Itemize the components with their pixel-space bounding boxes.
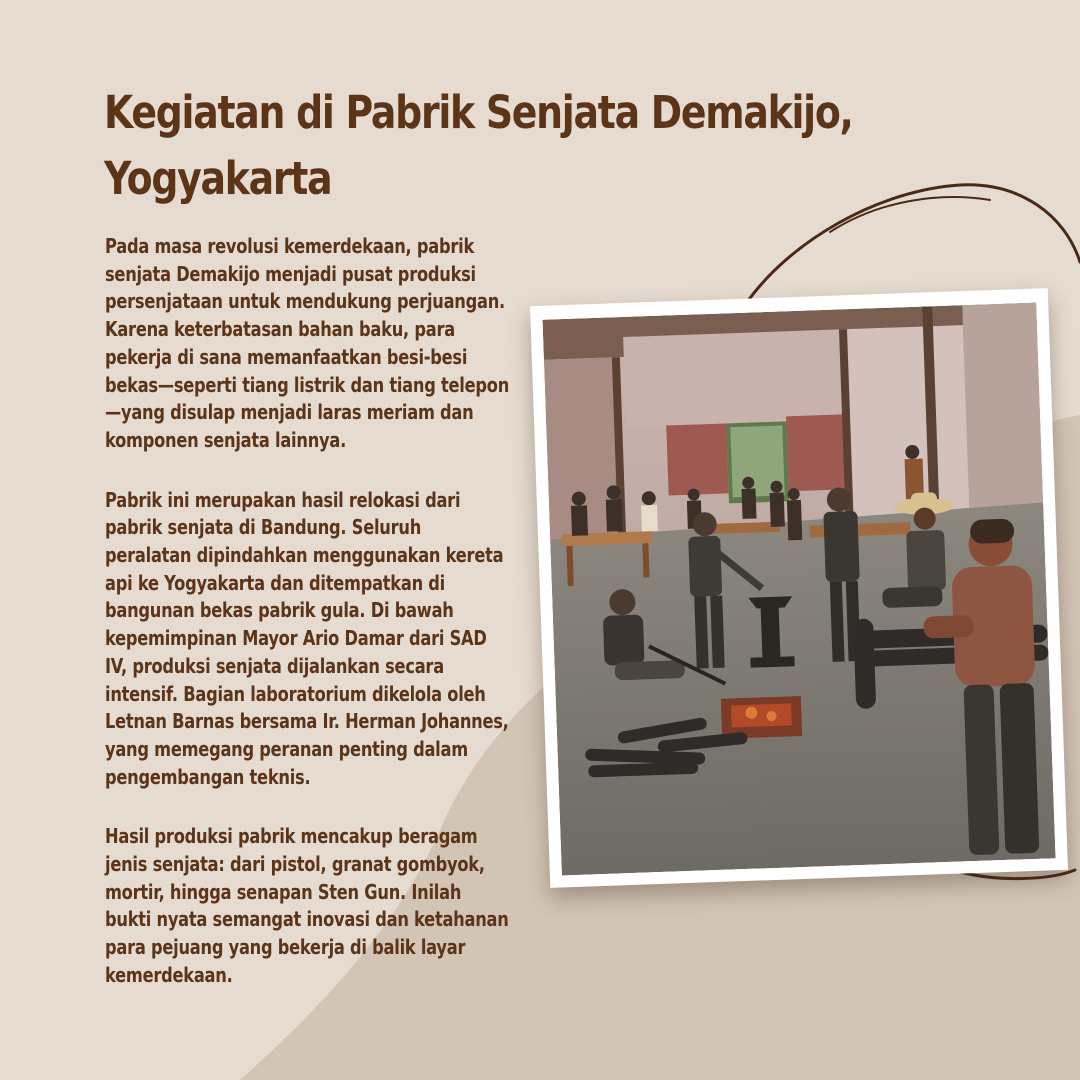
article-body bbox=[105, 233, 511, 1022]
diorama-photo bbox=[542, 303, 1055, 876]
paragraph-2: Pabrik ini merupakan hasil relokasi dari pabrik senjata di Bandung. Seluruh peralatan dipindahkan menggunakan kereta api ke Yogyakarta dan ditempatkan di bangunan bekas pabrik gula. Di bawah kepemimpinan Mayor Ario Damar dari SAD IV, produksi senjata dijalankan secara intensif. Bagian laboratorium dikelola oleh Letnan Barnas bersama Ir. Herman Johannes, yang memegang peranan penting dalam pengembangan teknis. bbox=[105, 487, 509, 789]
paragraph-3: Hasil produksi pabrik mencakup beragam jenis senjata: dari pistol, granat gombyok, mortir, hingga senapan Sten Gun. Inilah bukti nyata semangat inovasi dan ketahanan para pejuang yang bekerja di balik layar kemerdekaan. bbox=[105, 824, 509, 987]
photo-frame bbox=[530, 288, 1068, 888]
paragraph-1: Pada masa revolusi kemerdekaan, pabrik senjata Demakijo menjadi pusat produksi persenjataan untuk mendukung perjuangan. Karena keterbatasan bahan baku, para pekerja di sana memanfaatkan besi-besi bekas—seperti tiang listrik dan tiang telepon—yang disulap menjadi laras meriam dan komponen senjata lainnya. bbox=[105, 234, 510, 452]
diorama-illustration bbox=[542, 303, 1055, 876]
page-title: Kegiatan di Pabrik Senjata Demakijo, Yogyakarta bbox=[104, 86, 853, 205]
